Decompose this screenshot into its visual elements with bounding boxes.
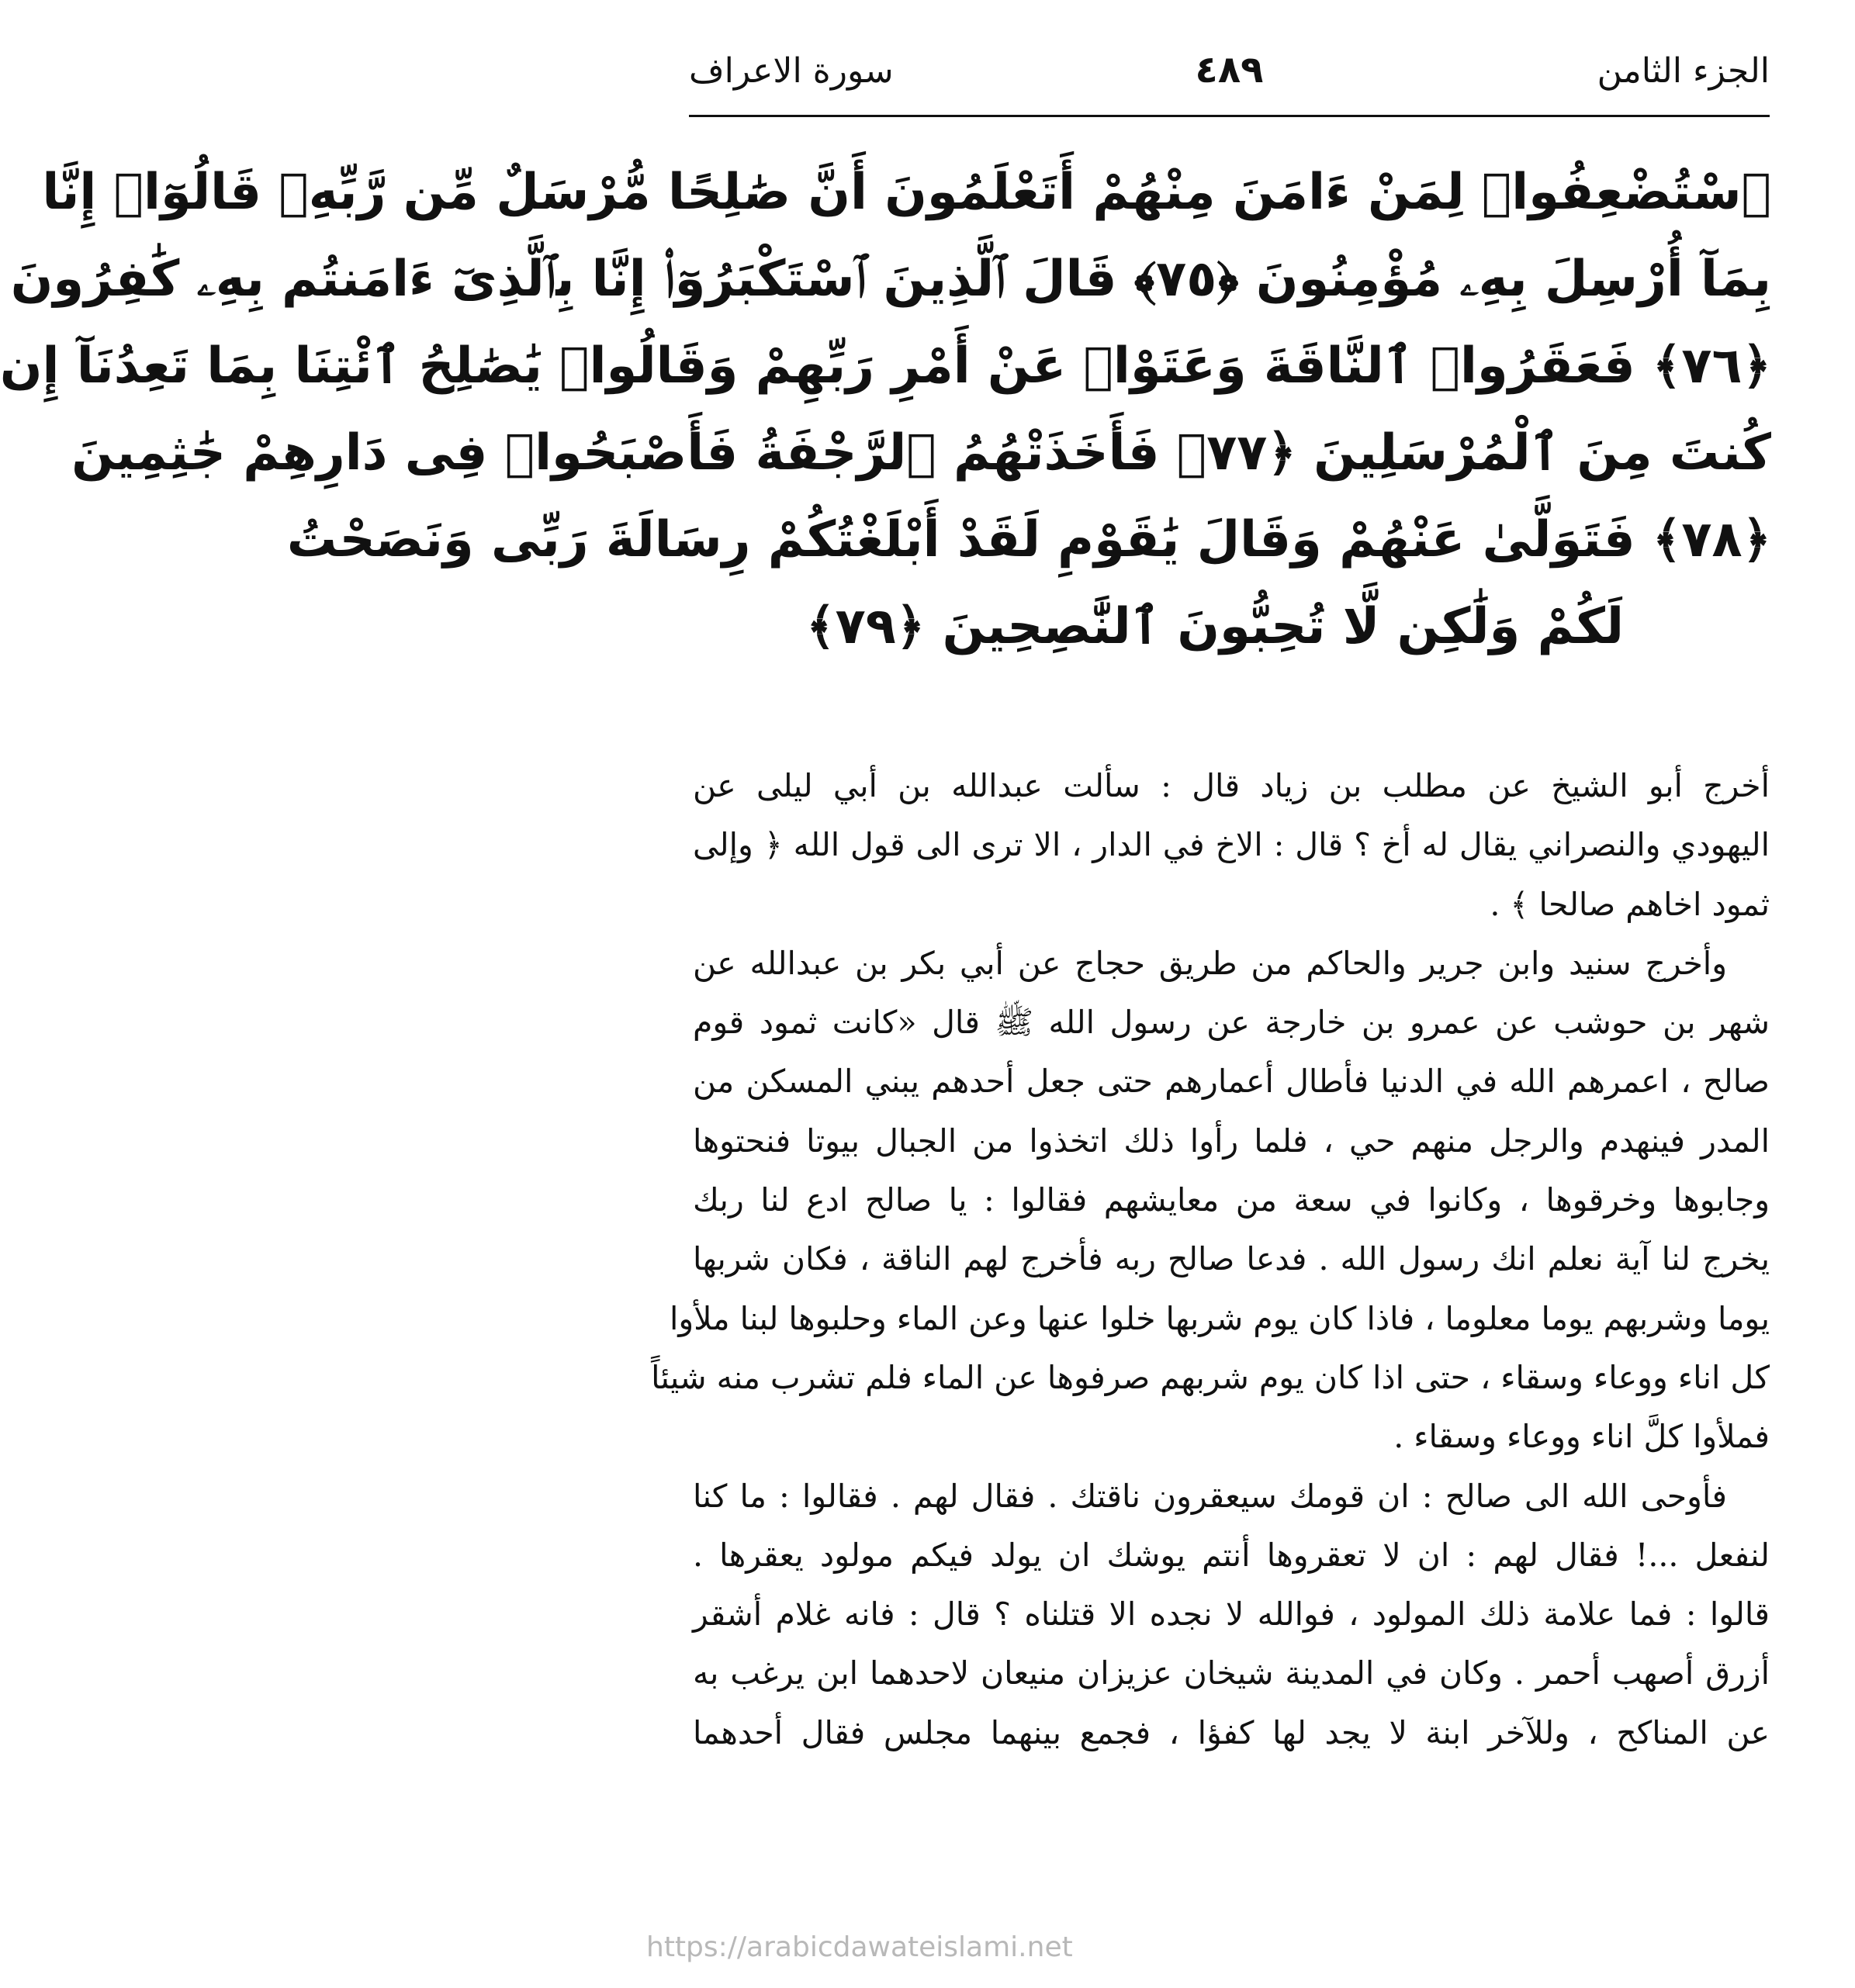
commentary-line: عن المناكح ، وللآخر ابنة لا يجد لها كفؤا ، فجمع بينهما مجلس فقال أحدهما — [693, 1713, 1770, 1751]
commentary-line: أزرق أصهب أحمر . وكان في المدينة شيخان عزيزان منيعان لاحدهما ابن يرغب به — [693, 1654, 1770, 1692]
commentary-line: شهر بن حوشب عن عمرو بن خارجة عن رسول الله ﷺ قال «كانت ثمود قوم — [693, 1004, 1770, 1042]
commentary-line: يخرج لنا آية نعلم انك رسول الله . فدعا صالح ربه فأخرج لهم الناقة ، فكان شربها — [693, 1240, 1770, 1278]
commentary-line: المدر فينهدم والرجل منهم حي ، فلما رأوا ذلك اتخذوا من الجبال بيوتا فنحتوها — [693, 1122, 1770, 1160]
page-header — [689, 47, 1770, 116]
quran-line: ﴿٧٦﴾ فَعَقَرُوا۟ ٱلنَّاقَةَ وَعَتَوْا۟ عَنْ أَمْرِ رَبِّهِمْ وَقَالُوا۟ يَٰصَٰلِحُ ٱئْتِنَا بِمَا تَعِدُنَآ إِن — [0, 337, 1771, 395]
commentary-text — [651, 756, 1770, 1762]
quran-line: كُنتَ مِنَ ٱلْمُرْسَلِينَ ﴿٧٧﴾ فَأَخَذَتْهُمُ ٱلرَّجْفَةُ فَأَصْبَحُوا۟ فِى دَارِهِمْ جَٰثِمِينَ — [71, 424, 1771, 482]
commentary-line: فأوحى الله الى صالح : ان قومك سيعقرون ناقتك . فقال لهم . فقالوا : ما كنا — [693, 1477, 1727, 1515]
commentary-line: صالح ، اعمرهم الله في الدنيا فأطال أعمارهم حتى جعل أحدهم يبني المسكن من — [693, 1063, 1770, 1101]
commentary-line: يوما وشربهم يوما معلوما ، فاذا كان يوم شربها خلوا عنها وعن الماء وحلبوها لبنا ملأوا — [669, 1299, 1770, 1337]
commentary-line: قالوا : فما علامة ذلك المولود ، فوالله لا نجده الا قتلناه ؟ قال : فانه غلام أشقر — [693, 1596, 1770, 1634]
quran-line: بِمَآ أُرْسِلَ بِهِۦ مُؤْمِنُونَ ﴿٧٥﴾ قَالَ ٱلَّذِينَ ٱسْتَكْبَرُوٓا۟ إِنَّا بِٱلَّذِىٓ ءَامَنتُم بِهِۦ كَٰفِرُونَ — [10, 251, 1771, 308]
commentary-line: فملأوا كلَّ اناء ووعاء وسقاء . — [1393, 1418, 1770, 1456]
commentary-line: وأخرج سنيد وابن جرير والحاكم من طريق حجاج عن أبي بكر بن عبدالله عن — [693, 944, 1727, 982]
commentary-line: اليهودي والنصراني يقال له أخ ؟ قال : الاخ في الدار ، الا ترى الى قول الله ﴿ وإلى — [693, 826, 1770, 864]
commentary-line: لنفعل ...! فقال لهم : ان لا تعقروها أنتم يوشك ان يولد فيكم مولود يعقرها . — [693, 1536, 1770, 1574]
commentary-line: أخرج أبو الشيخ عن مطلب بن زياد قال : سألت عبدالله بن أبي ليلى عن — [693, 767, 1770, 804]
surah-label: سورة الاعراف — [689, 51, 894, 91]
commentary-line: كل اناء ووعاء وسقاء ، حتى اذا كان يوم شربهم صرفوها عن الماء فلم تشرب منه شيئاً — [651, 1358, 1770, 1396]
commentary-line: ثمود اخاهم صالحا ﴾ . — [1490, 885, 1770, 923]
page-number: ٤٨٩ — [1195, 48, 1264, 92]
header-divider — [689, 115, 1770, 117]
quran-line: لَكُمْ وَلَٰكِن لَّا تُحِبُّونَ ٱلنَّٰصِحِينَ ﴿٧٩﴾ — [806, 598, 1624, 655]
quran-text — [0, 149, 1771, 670]
juz-label: الجزء الثامن — [1597, 51, 1770, 91]
watermark-url: https://arabicdawateislami.net — [646, 1931, 1073, 1963]
quran-line: ٱسْتُضْعِفُوا۟ لِمَنْ ءَامَنَ مِنْهُمْ أَتَعْلَمُونَ أَنَّ صَٰلِحًا مُّرْسَلٌ مِّن رَّبِّهِۦ قَالُوٓا۟ إِنَّا — [42, 164, 1771, 221]
quran-line: ﴿٧٨﴾ فَتَوَلَّىٰ عَنْهُمْ وَقَالَ يَٰقَوْمِ لَقَدْ أَبْلَغْتُكُمْ رِسَالَةَ رَبِّى وَنَصَحْتُ — [286, 511, 1771, 569]
commentary-line: وجابوها وخرقوها ، وكانوا في سعة من معايشهم فقالوا : يا صالح ادع لنا ربك — [693, 1181, 1770, 1219]
